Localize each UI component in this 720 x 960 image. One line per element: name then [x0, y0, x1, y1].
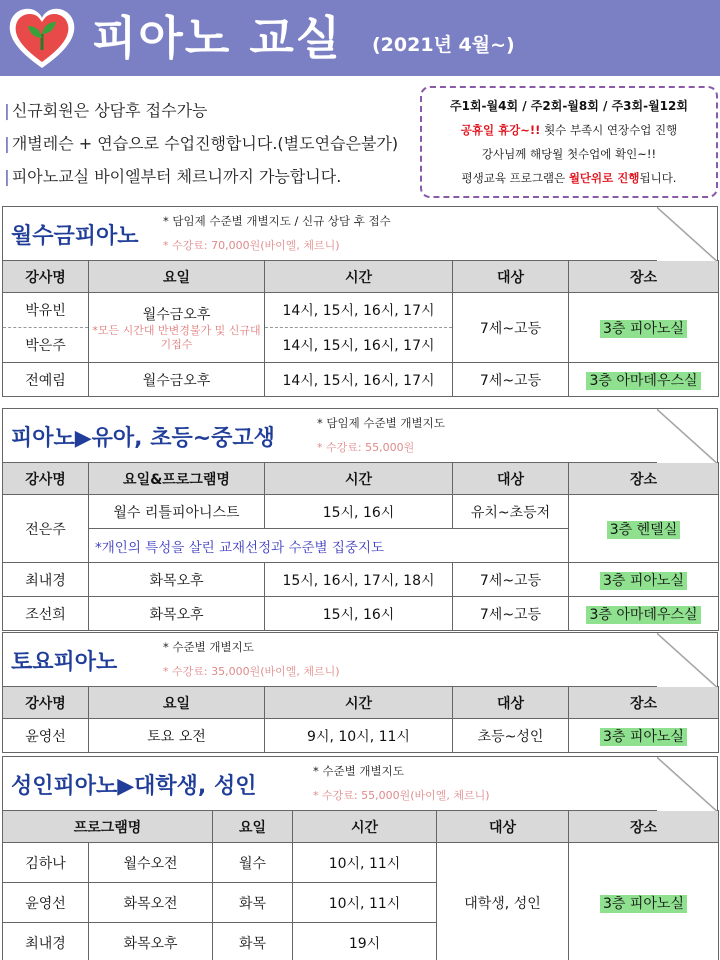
page-subtitle: (2021년 4월~)	[372, 34, 515, 56]
instructor-name: 박유빈	[3, 293, 89, 328]
time-cell: 15시, 16시	[265, 597, 453, 631]
day-cell: 화목오후	[89, 597, 265, 631]
target-cell: 초등~성인	[453, 719, 569, 753]
col-header: 장소	[569, 261, 719, 293]
section-header	[2, 756, 718, 810]
place-cell	[569, 495, 719, 563]
instructor-name: 윤영선	[3, 719, 89, 753]
section-title: 성인피아노▶대학생, 성인	[11, 774, 257, 799]
table-row	[3, 597, 719, 631]
place-cell	[569, 293, 719, 363]
col-header: 시간	[265, 261, 453, 293]
section-title: 피아노▶유아, 초등~중고생	[11, 426, 275, 451]
section-note: * 수준별 개별지도	[313, 764, 404, 778]
section-header	[2, 632, 718, 686]
col-header: 시간	[265, 463, 453, 495]
day-cell	[89, 293, 265, 363]
notice-frequency: 주1회-월4회 / 주2회-월8회 / 주3회-월12회	[450, 99, 688, 113]
section-title: 토요피아노	[11, 650, 118, 675]
target-cell: 대학생, 성인	[437, 843, 569, 960]
day-note: *모든 시간대 반변경불가 및 신규대기접수	[92, 323, 261, 351]
table-row	[3, 719, 719, 753]
col-header: 요일	[89, 687, 265, 719]
col-header: 대상	[453, 463, 569, 495]
target-cell: 7세~고등	[453, 563, 569, 597]
section-saturday	[2, 632, 718, 753]
place-cell	[569, 563, 719, 597]
section-kids	[2, 408, 718, 631]
instructor-name: 전은주	[3, 495, 89, 563]
instructor-name: 최내경	[3, 923, 89, 960]
notice-box	[420, 86, 718, 198]
section-note: * 담임제 수준별 개별지도 / 신규 상담 후 접수	[163, 214, 391, 228]
section-adult	[2, 756, 718, 960]
schedule-table	[2, 462, 719, 631]
target-cell: 7세~고등	[453, 293, 569, 363]
target-cell: 7세~고등	[453, 597, 569, 631]
section-fee: * 수강료: 55,000원(바이엘, 체르니)	[313, 789, 490, 802]
table-row	[3, 293, 719, 328]
table-row	[3, 495, 719, 529]
target-cell: 유치~초등저	[453, 495, 569, 529]
col-header: 강사명	[3, 687, 89, 719]
time-cell: 10시, 11시	[293, 843, 437, 883]
time-cell: 9시, 10시, 11시	[265, 719, 453, 753]
place-label: 3층 피아노실	[600, 895, 687, 913]
place-label: 3층 피아노실	[600, 320, 687, 338]
section-fee: * 수강료: 55,000원	[317, 441, 415, 454]
day-cell: 화목	[213, 923, 293, 960]
place-cell	[569, 843, 719, 960]
time-cell: 10시, 11시	[293, 883, 437, 923]
table-row	[3, 843, 719, 883]
table-row	[3, 563, 719, 597]
place-cell	[569, 597, 719, 631]
instructor-name: 김하나	[3, 843, 89, 883]
col-header: 요일&프로그램명	[89, 463, 265, 495]
time-cell: 15시, 16시, 17시, 18시	[265, 563, 453, 597]
section-title: 월수금피아노	[11, 224, 139, 249]
instructor-name: 전예림	[3, 363, 89, 397]
instructor-name: 최내경	[3, 563, 89, 597]
section-note: * 수준별 개별지도	[163, 640, 254, 654]
place-label: 3층 헨델실	[607, 521, 680, 539]
time-cell: 19시	[293, 923, 437, 960]
place-label: 3층 피아노실	[600, 572, 687, 590]
col-header: 요일	[213, 811, 293, 843]
section-mon-wed-fri	[2, 206, 718, 397]
col-header: 장소	[569, 463, 719, 495]
program-cell: 화목오후	[89, 923, 213, 960]
day-text: 월수금오후	[142, 306, 211, 323]
notice-confirm: 강사님께 해당월 첫수업에 확인~!!	[481, 147, 657, 161]
time-cell: 14시, 15시, 16시, 17시	[265, 293, 453, 328]
time-cell: 14시, 15시, 16시, 17시	[265, 363, 453, 397]
day-cell: 토요 오전	[89, 719, 265, 753]
page-header	[0, 0, 720, 76]
place-label: 3층 아마데우스실	[586, 372, 700, 390]
day-cell: 화목	[213, 883, 293, 923]
place-cell	[569, 363, 719, 397]
program-cell: 월수오전	[89, 843, 213, 883]
notice-monthly: 평생교육 프로그램은 월단위로 진행됩니다.	[461, 171, 677, 185]
program-note: *개인의 특성을 살린 교재선정과 수준별 집중지도	[89, 529, 569, 563]
instructor-name: 윤영선	[3, 883, 89, 923]
program-cell: 화목오전	[89, 883, 213, 923]
place-label: 3층 아마데우스실	[586, 606, 700, 624]
time-cell: 15시, 16시	[265, 495, 453, 529]
col-header: 시간	[265, 687, 453, 719]
place-label: 3층 피아노실	[600, 728, 687, 746]
col-header: 강사명	[3, 463, 89, 495]
day-cell: 월수금오후	[89, 363, 265, 397]
day-cell: 화목오후	[89, 563, 265, 597]
col-header: 대상	[453, 261, 569, 293]
section-fee: * 수강료: 35,000원(바이엘, 체르니)	[163, 665, 340, 678]
col-header: 대상	[437, 811, 569, 843]
col-header: 장소	[569, 811, 719, 843]
page-title: 피아노 교실	[92, 11, 343, 65]
target-cell: 7세~고등	[453, 363, 569, 397]
col-header: 강사명	[3, 261, 89, 293]
day-cell: 월수 리틀피아니스트	[89, 495, 265, 529]
schedule-table	[2, 810, 719, 960]
instructor-name: 조선희	[3, 597, 89, 631]
section-fee: * 수강료: 70,000원(바이엘, 체르니)	[163, 239, 340, 252]
heart-sprout-icon	[6, 4, 78, 72]
instructor-name: 박은주	[3, 328, 89, 363]
schedule-table	[2, 686, 719, 753]
section-header	[2, 206, 718, 260]
col-header: 프로그램명	[3, 811, 213, 843]
section-note: * 담임제 수준별 개별지도	[317, 416, 445, 430]
place-cell	[569, 719, 719, 753]
intro-line-3: | 피아노교실 바이엘부터 체르니까지 가능합니다.	[4, 167, 342, 186]
col-header: 요일	[89, 261, 265, 293]
time-cell: 14시, 15시, 16시, 17시	[265, 328, 453, 363]
col-header: 시간	[293, 811, 437, 843]
notice-holiday: 공휴일 휴강~!! 횟수 부족시 연장수업 진행	[460, 123, 678, 137]
schedule-table	[2, 260, 719, 397]
intro-line-1: | 신규회원은 상담후 접수가능	[4, 101, 208, 120]
section-header	[2, 408, 718, 462]
col-header: 대상	[453, 687, 569, 719]
table-row	[3, 363, 719, 397]
col-header: 장소	[569, 687, 719, 719]
day-cell: 월수	[213, 843, 293, 883]
intro-line-2: | 개별레슨 + 연습으로 수업진행합니다.(별도연습은불가)	[4, 134, 399, 153]
